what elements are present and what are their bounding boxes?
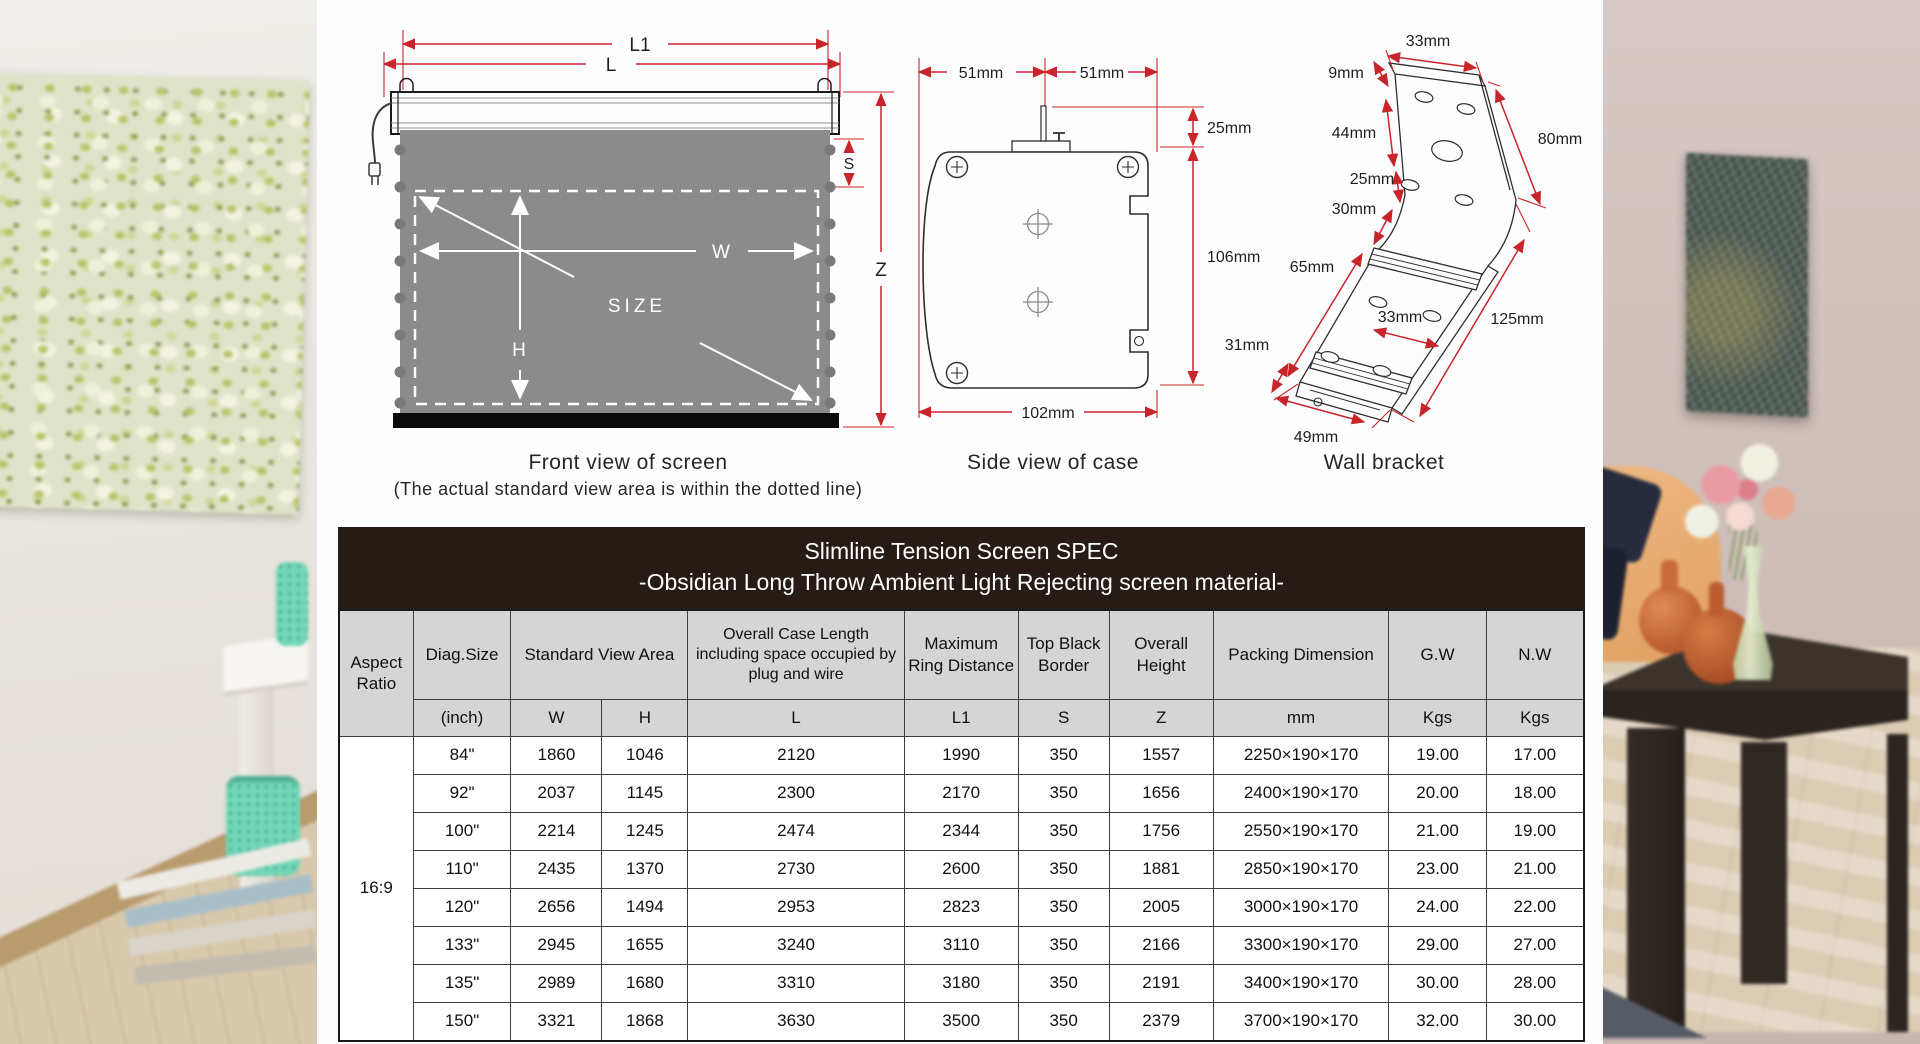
- bracket-dim-hole-gap: 25mm: [1349, 171, 1395, 188]
- power-cord: [369, 103, 392, 185]
- bracket-body: [1296, 63, 1516, 422]
- cell: 2730: [688, 850, 904, 888]
- orange-vase-neck: [1709, 582, 1724, 616]
- bracket-dim-plate-height: 80mm: [1537, 131, 1583, 148]
- cell: 1756: [1109, 812, 1213, 850]
- cell: 3321: [511, 1002, 602, 1041]
- cell: 22.00: [1486, 888, 1584, 926]
- col-header-diag-size: Diag.Size: [413, 610, 511, 700]
- table-leg: [1887, 734, 1908, 1032]
- cell: 24.00: [1389, 888, 1486, 926]
- cell: 32.00: [1389, 1002, 1486, 1041]
- room-photo-right: [1603, 0, 1920, 1044]
- room-photo-left: [0, 0, 318, 1044]
- cell: 2435: [511, 850, 602, 888]
- cell: 2989: [511, 964, 602, 1002]
- cell: 3110: [904, 926, 1018, 964]
- view-width-label: W: [712, 242, 732, 263]
- cell: 2474: [688, 812, 904, 850]
- bracket-dim-arm-upper: 65mm: [1289, 259, 1335, 276]
- front-view-diagram: [369, 30, 894, 499]
- spec-table: [338, 609, 1585, 1042]
- cell: 21.00: [1389, 812, 1486, 850]
- cell: 3240: [688, 926, 904, 964]
- bracket-dim-slot-span: 33mm: [1377, 309, 1423, 326]
- front-dim-label-z: Z: [875, 260, 887, 281]
- unit-w: W: [511, 699, 602, 736]
- unit-z: Z: [1109, 699, 1213, 736]
- cell: 2120: [688, 736, 904, 774]
- cell: 2166: [1109, 926, 1213, 964]
- header-row-1: [339, 610, 1584, 700]
- cell: 2300: [688, 774, 904, 812]
- cell: 2850×190×170: [1213, 850, 1389, 888]
- table-row: [339, 1002, 1584, 1041]
- cell: 1860: [511, 736, 602, 774]
- cell: 2344: [904, 812, 1018, 850]
- cell: 350: [1018, 926, 1109, 964]
- col-header-packing-dimension: Packing Dimension: [1213, 610, 1389, 700]
- table-row: [339, 736, 1584, 774]
- cell: 29.00: [1389, 926, 1486, 964]
- cell: 350: [1018, 1002, 1109, 1041]
- cell: 1656: [1109, 774, 1213, 812]
- cell: 350: [1018, 736, 1109, 774]
- bracket-dim-end-offset: 31mm: [1224, 337, 1270, 354]
- cell: 1655: [602, 926, 688, 964]
- cell: 3300×190×170: [1213, 926, 1389, 964]
- cell: 2250×190×170: [1213, 736, 1389, 774]
- side-dim-half-left: 51mm: [958, 65, 1004, 82]
- cell: 19.00: [1486, 812, 1584, 850]
- cell: 1370: [602, 850, 688, 888]
- table-leg: [1741, 742, 1787, 984]
- cell: 150": [413, 1002, 511, 1041]
- cell: 1245: [602, 812, 688, 850]
- bracket-dim-top-width: 33mm: [1405, 33, 1451, 50]
- cell: 3180: [904, 964, 1018, 1002]
- side-view-caption: Side view of case: [967, 451, 1139, 474]
- front-dim-label-s: S: [843, 156, 855, 173]
- technical-diagrams: [317, 0, 1603, 510]
- cell: 1990: [904, 736, 1018, 774]
- cell: 2214: [511, 812, 602, 850]
- col-header-top-black-border: Top Black Border: [1018, 610, 1109, 700]
- cell: 350: [1018, 774, 1109, 812]
- cell: 2170: [904, 774, 1018, 812]
- cell: 30.00: [1389, 964, 1486, 1002]
- cell: 3310: [688, 964, 904, 1002]
- side-view-diagram: [919, 58, 1260, 474]
- case-cross-section: [923, 106, 1148, 388]
- cell: 3700×190×170: [1213, 1002, 1389, 1041]
- unit-packing: mm: [1213, 699, 1389, 736]
- table-row: [339, 850, 1584, 888]
- cell: 18.00: [1486, 774, 1584, 812]
- cell: 92": [413, 774, 511, 812]
- cell: 1868: [602, 1002, 688, 1041]
- cell: 133": [413, 926, 511, 964]
- bracket-dim-arm-length: 125mm: [1490, 311, 1544, 328]
- cell: 3000×190×170: [1213, 888, 1389, 926]
- col-header-overall-case-length: Overall Case Length including space occupied by plug and wire: [688, 610, 904, 700]
- cell: 2400×190×170: [1213, 774, 1389, 812]
- cell: 19.00: [1389, 736, 1486, 774]
- col-header-gw: G.W: [1389, 610, 1486, 700]
- cell: 350: [1018, 812, 1109, 850]
- unit-l1: L1: [904, 699, 1018, 736]
- diagonal-size-label: SIZE: [607, 296, 667, 317]
- cell: 1881: [1109, 850, 1213, 888]
- cell: 23.00: [1389, 850, 1486, 888]
- cell: 110": [413, 850, 511, 888]
- flower-bouquet: [1685, 436, 1805, 558]
- table-row: [339, 774, 1584, 812]
- cell: 2037: [511, 774, 602, 812]
- cell: 1557: [1109, 736, 1213, 774]
- aspect-ratio-value: 16:9: [339, 736, 413, 1041]
- spec-title-line1: Slimline Tension Screen SPEC: [804, 538, 1119, 564]
- spec-title-line2: -Obsidian Long Throw Ambient Light Rejecting screen material-: [638, 568, 1285, 595]
- spec-table-section: [338, 527, 1585, 1042]
- cell: 3400×190×170: [1213, 964, 1389, 1002]
- col-header-overall-height: Overall Height: [1109, 610, 1213, 700]
- bracket-dim-hole-span: 44mm: [1331, 125, 1377, 142]
- table-leg: [1627, 728, 1685, 1032]
- cell: 2600: [904, 850, 1018, 888]
- abstract-painting: [0, 71, 310, 514]
- view-height-label: H: [512, 340, 528, 361]
- front-dim-label-l1: L1: [629, 35, 651, 56]
- cell: 2945: [511, 926, 602, 964]
- spec-table-title: [338, 527, 1585, 609]
- cell: 3630: [688, 1002, 904, 1041]
- orange-vase-neck: [1661, 560, 1678, 592]
- unit-nw: Kgs: [1486, 699, 1584, 736]
- cell: 2191: [1109, 964, 1213, 1002]
- cell: 28.00: [1486, 964, 1584, 1002]
- col-header-aspect-ratio: Aspect Ratio: [339, 610, 413, 737]
- cell: 1145: [602, 774, 688, 812]
- room-photo-right-content: [1603, 0, 1920, 1044]
- cell: 350: [1018, 888, 1109, 926]
- col-header-maximum-ring-distance: Maximum Ring Distance: [904, 610, 1018, 700]
- col-header-standard-view-area: Standard View Area: [511, 610, 688, 700]
- cell: 3500: [904, 1002, 1018, 1041]
- cell: 1680: [602, 964, 688, 1002]
- cell: 30.00: [1486, 1002, 1584, 1041]
- cell: 17.00: [1486, 736, 1584, 774]
- unit-s: S: [1018, 699, 1109, 736]
- unit-diag: (inch): [413, 699, 511, 736]
- unit-l: L: [688, 699, 904, 736]
- cell: 21.00: [1486, 850, 1584, 888]
- table-row: [339, 812, 1584, 850]
- front-view-caption: Front view of screen: [528, 451, 728, 474]
- cell: 2823: [904, 888, 1018, 926]
- bracket-dim-elbow: 30mm: [1331, 201, 1377, 218]
- cell: 2550×190×170: [1213, 812, 1389, 850]
- cell: 120": [413, 888, 511, 926]
- teal-vase-small: [276, 562, 308, 646]
- header-row-units: [339, 699, 1584, 736]
- cell: 2005: [1109, 888, 1213, 926]
- screen-surface: [400, 130, 830, 415]
- cell: 2656: [511, 888, 602, 926]
- bracket-dim-top-edge: 9mm: [1328, 65, 1364, 82]
- cell: 1046: [602, 736, 688, 774]
- hanging-ring-left: [400, 79, 413, 93]
- table-row: [339, 964, 1584, 1002]
- wall-bracket-diagram: [1225, 33, 1582, 474]
- dark-painting: [1686, 153, 1808, 417]
- cell: 2379: [1109, 1002, 1213, 1041]
- cell: 135": [413, 964, 511, 1002]
- bottom-weight-bar: [393, 413, 839, 428]
- hanging-ring-right: [818, 79, 831, 93]
- front-view-subcaption: (The actual standard view area is within the dotted line): [393, 479, 863, 499]
- col-header-nw: N.W: [1486, 610, 1584, 700]
- cell: 350: [1018, 850, 1109, 888]
- cell: 350: [1018, 964, 1109, 1002]
- unit-h: H: [602, 699, 688, 736]
- side-dim-height: 106mm: [1207, 249, 1261, 266]
- cell: 20.00: [1389, 774, 1486, 812]
- cell: 100": [413, 812, 511, 850]
- cell: 2953: [688, 888, 904, 926]
- room-photo-left-content: [0, 0, 318, 1044]
- cell: 84": [413, 736, 511, 774]
- table-row: [339, 926, 1584, 964]
- wall-bracket-caption: Wall bracket: [1323, 451, 1445, 474]
- bracket-dim-end-width: 49mm: [1293, 429, 1339, 446]
- unit-gw: Kgs: [1389, 699, 1486, 736]
- side-dim-peg: 25mm: [1207, 120, 1252, 137]
- table-row: [339, 888, 1584, 926]
- side-dim-half-right: 51mm: [1079, 65, 1125, 82]
- side-dim-depth: 102mm: [1021, 405, 1075, 422]
- cell: 1494: [602, 888, 688, 926]
- front-dim-label-l: L: [605, 55, 617, 76]
- cell: 27.00: [1486, 926, 1584, 964]
